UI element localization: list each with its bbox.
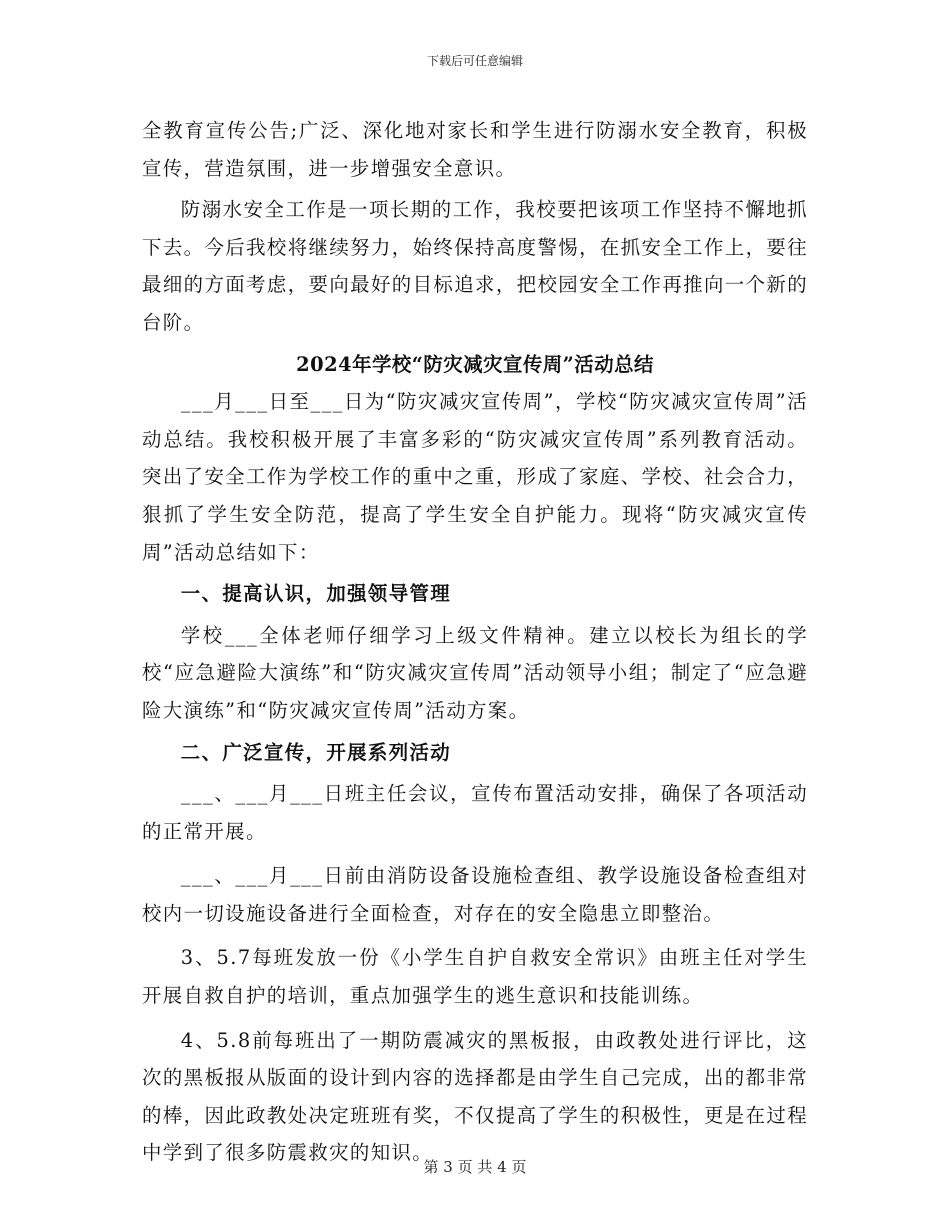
paragraph-intro: ___月___日至___日为“防灾减灾宣传周”，学校“防灾减灾宣传周”活动总结。我校积极开展了丰富多彩的“防灾减灾宣传周”系列教育活动。突出了安全工作为学校工作的重中之重，形成了家庭、学校、社会合力，狠抓了学生安全防范，提高了学生安全自护能力。现将“防灾减灾宣传周”活动总结如下： (142, 390, 808, 564)
paragraph-meeting: ___、___月___日班主任会议，宣传布置活动安排，确保了各项活动的正常开展。 (142, 782, 808, 843)
document-body (142, 112, 808, 1172)
heading-leadership: 一、提高认识，加强领导管理 (180, 582, 452, 606)
paragraph-blackboard: 4、5.8前每班出了一期防震减灾的黑板报，由政教处进行评比，这次的黑板报从版面的设计到内容的选择都是由学生自己完成，出的都非常的棒，因此政教处决定班班有奖，不仅提高了学生的积极性，更是在过程中学到了很多防震救灾的知识。 (142, 1028, 808, 1165)
paragraph-drowning-prevention: 防溺水安全工作是一项长期的工作，我校要把该项工作坚持不懈地抓下去。今后我校将继续努力，始终保持高度警惕，在抓安全工作上，要往最细的方面考虑，要向最好的目标追求，把校园安全工作再推向一个新的台阶。 (142, 198, 808, 334)
paragraph-inspection: ___、___月___日前由消防设备设施检查组、教学设施设备检查组对校内一切设施设备进行全面检查，对存在的安全隐患立即整治。 (142, 864, 808, 925)
heading-activities: 二、广泛宣传，开展系列活动 (180, 740, 452, 764)
paragraph-leadership: 学校___全体老师仔细学习上级文件精神。建立以校长为组长的学校“应急避险大演练”和“防灾减灾宣传周”活动领导小组；制定了“应急避险大演练”和“防灾减灾宣传周”活动方案。 (142, 623, 808, 722)
page-header: 下载后可任意编辑 (426, 54, 523, 68)
section-title: 2024年学校“防灾减灾宣传周”活动总结 (296, 352, 654, 376)
paragraph-continued: 全教育宣传公告;广泛、深化地对家长和学生进行防溺水安全教育，积极宣传，营造氛围，进一步增强安全意识。 (142, 119, 808, 180)
paragraph-handbook: 3、5.7每班发放一份《小学生自护自救安全常识》由班主任对学生开展自救自护的培训，重点加强学生的逃生意识和技能训练。 (142, 946, 808, 1008)
page-number: 第 3 页 共 4 页 (423, 1158, 527, 1176)
